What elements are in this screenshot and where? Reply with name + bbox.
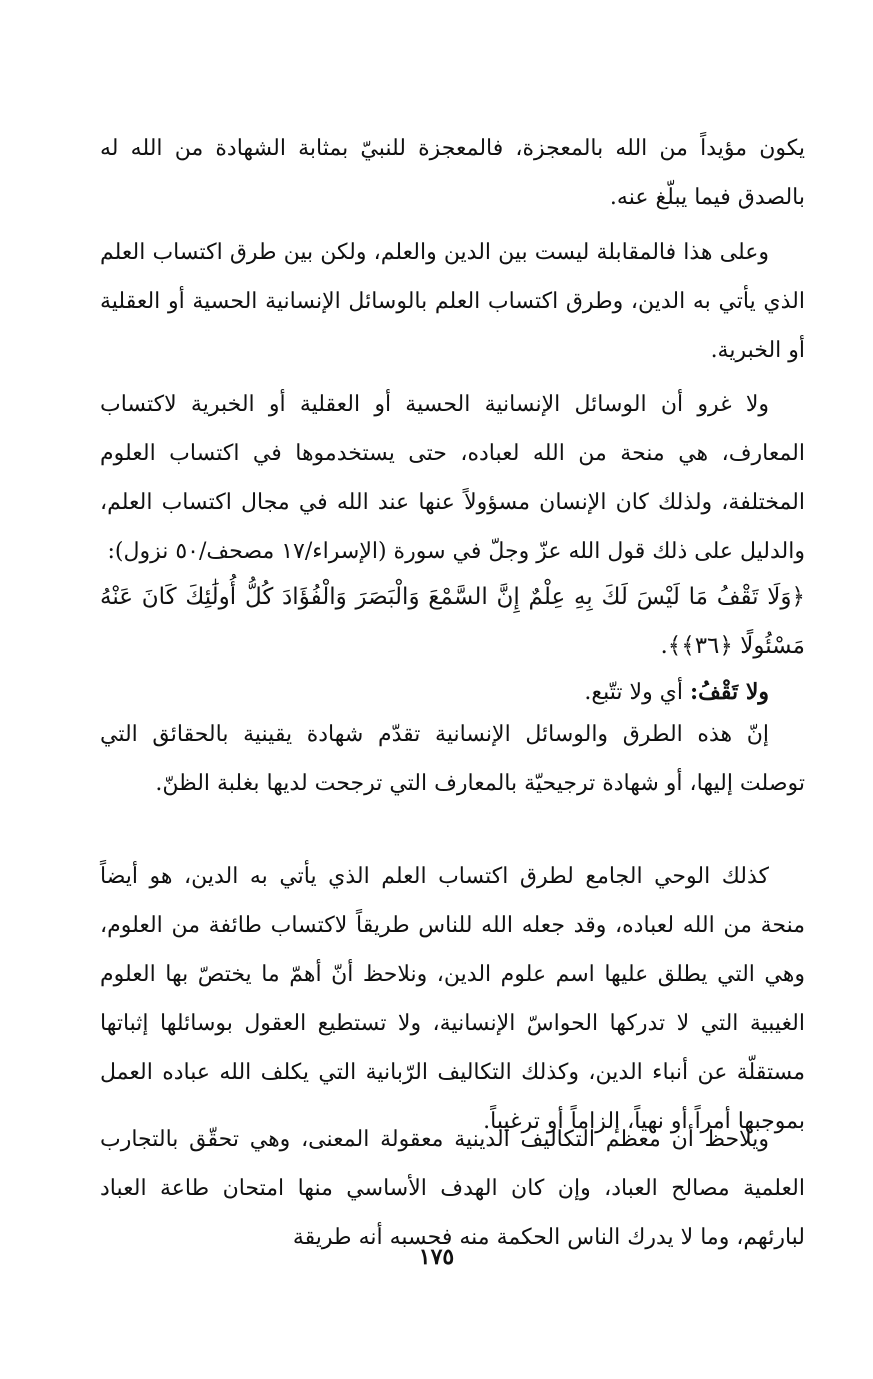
gloss-definition: أي ولا تتّبع.	[584, 680, 691, 705]
gloss-term: ولا تَقْفُ:	[690, 679, 769, 705]
paragraph-6-text: ويلاحظ أن معظم التكاليف الدينية معقولة المعنى، وهي تحقّق بالتجارب العلمية مصالح العباد، وإن كان الهدف الأساسي منها امتحان طاعة العباد لبارئهم، وما لا يدرك الناس الحكمة منه فحسبه أنه طريقة	[100, 1127, 805, 1250]
paragraph-5	[100, 852, 805, 1146]
paragraph-1-text: يكون مؤيداً من الله بالمعجزة، فالمعجزة للنبيّ بمثابة الشهادة من الله له بالصدق فيما يبلّغ عنه.	[100, 136, 805, 210]
paragraph-1	[100, 124, 805, 222]
paragraph-3	[100, 380, 805, 576]
page-number: ١٧٥	[418, 1244, 455, 1270]
quran-verse: ﴿وَلَا تَقْفُ مَا لَيْسَ لَكَ بِهِ عِلْمٌ إِنَّ السَّمْعَ وَالْبَصَرَ وَالْفُؤَادَ كُلُّ أُولَٰئِكَ كَانَ عَنْهُ مَسْئُولًا ﴿٣٦﴾﴾.	[100, 584, 805, 659]
paragraph-4	[100, 710, 805, 808]
paragraph-3-text: ولا غرو أن الوسائل الإنسانية الحسية أو العقلية أو الخبرية لاكتساب المعارف، هي منحة من الله لعباده، حتى يستخدموها في اكتساب العلوم المختلفة، ولذلك كان الإنسان مسؤولاً عنها عند الله في مجال اكتساب العلم، والدليل على ذلك قول الله عزّ وجلّ في سورة (الإسراء/١٧ مصحف/٥٠ نزول):	[100, 392, 805, 564]
paragraph-6	[100, 1115, 805, 1262]
paragraph-5-text: كذلك الوحي الجامع لطرق اكتساب العلم الذي يأتي به الدين، هو أيضاً منحة من الله لعباده، وقد جعله الله للناس طريقاً لاكتساب طائفة من العلوم، وهي التي يطلق عليها اسم علوم الدين، ونلاحظ أنّ أهمّ ما يختصّ بها العلوم الغيبية التي لا تدركها الحواسّ الإنسانية، ولا تستطيع العقول بوسائلها إثباتها مستقلّة عن أنباء الدين، وكذلك التكاليف الرّبانية التي يكلف الله عباده العمل بموجبها أمراً أو نهياً، إلزاماً أو ترغيباً.	[100, 864, 805, 1134]
quran-verse-block	[100, 573, 805, 671]
paragraph-4-text: إنّ هذه الطرق والوسائل الإنسانية تقدّم شهادة يقينية بالحقائق التي توصلت إليها، أو شهادة ترجيحيّة بالمعارف التي ترجحت لديها بغلبة الظنّ.	[100, 722, 805, 796]
paragraph-2	[100, 228, 805, 375]
paragraph-2-text: وعلى هذا فالمقابلة ليست بين الدين والعلم، ولكن بين طرق اكتساب العلم الذي يأتي به الدين، وطرق اكتساب العلم بالوسائل الإنسانية الحسية أو العقلية أو الخبرية.	[100, 240, 805, 363]
